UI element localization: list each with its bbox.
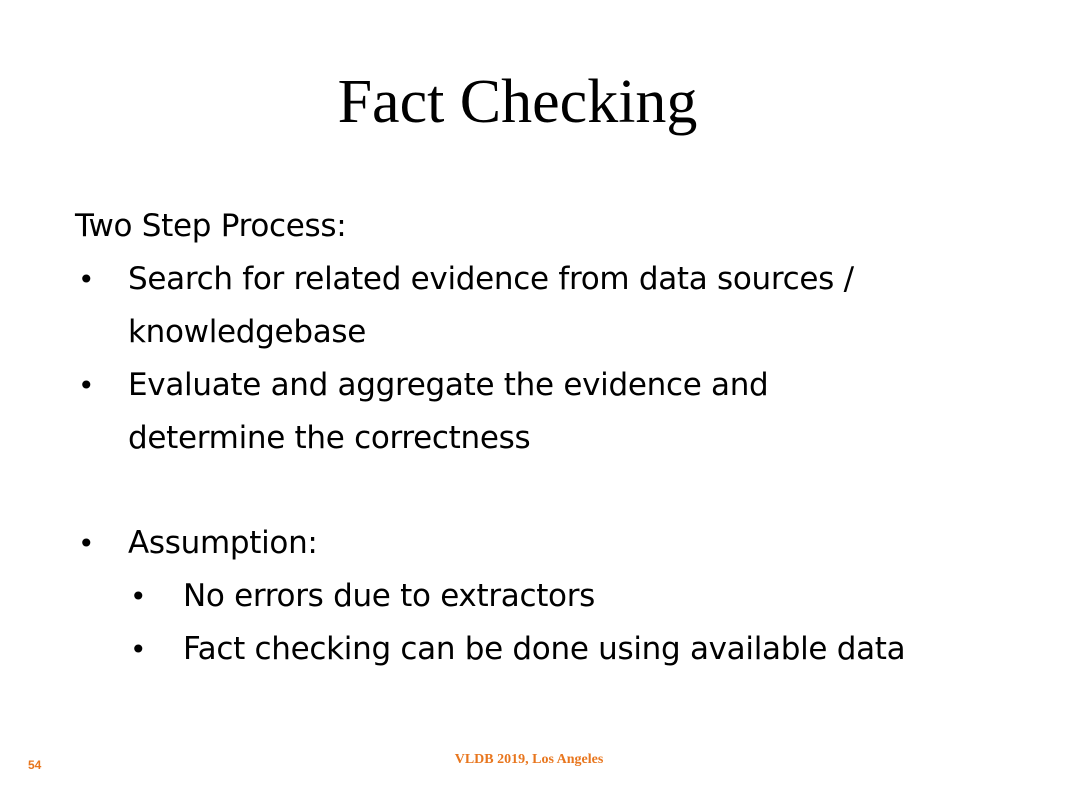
step-text: Search for related evidence from data sources /	[128, 261, 854, 297]
assumption-item	[75, 570, 1065, 623]
conference-footer: VLDB 2019, Los Angeles	[454, 752, 604, 767]
slide-title: Fact Checking	[337, 68, 698, 136]
step-text: determine the correctness	[128, 420, 531, 456]
bullet-icon: •	[130, 580, 147, 613]
step-line-continued	[75, 306, 1065, 359]
step-item	[75, 359, 1065, 465]
bullet-icon: •	[78, 527, 95, 560]
assumption-item-text: No errors due to extractors	[183, 578, 596, 614]
page-number: 54	[28, 758, 42, 772]
bullet-icon: •	[78, 263, 95, 296]
step-line	[75, 253, 1065, 306]
step-text: Evaluate and aggregate the evidence and	[128, 367, 769, 403]
bullet-icon: •	[78, 369, 95, 402]
assumption-item-text: Fact checking can be done using available data	[183, 631, 906, 667]
step-item	[75, 253, 1065, 359]
assumption-heading	[75, 517, 1065, 570]
assumption-label: Assumption:	[128, 525, 318, 561]
spacer	[75, 465, 1065, 517]
step-line	[75, 359, 1065, 412]
slide-body	[75, 200, 1065, 676]
intro-text: Two Step Process:	[75, 208, 347, 244]
assumption-item	[75, 623, 1065, 676]
step-line-continued	[75, 412, 1065, 465]
bullet-icon: •	[130, 633, 147, 666]
step-text: knowledgebase	[128, 314, 367, 350]
